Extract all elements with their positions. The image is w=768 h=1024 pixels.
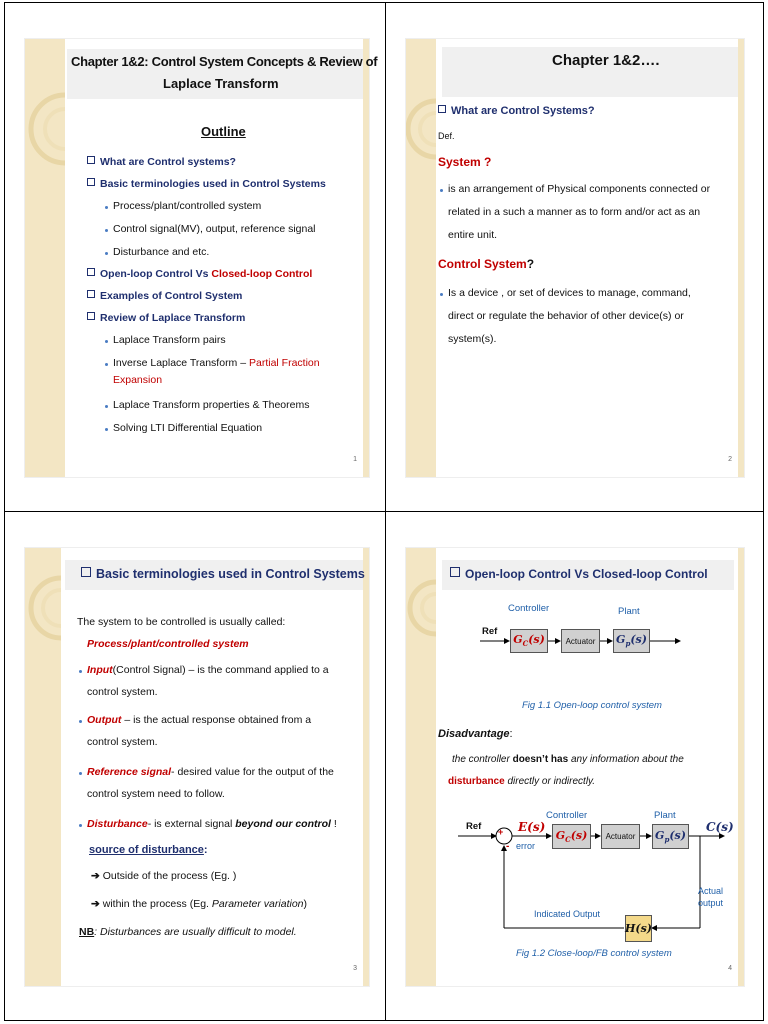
def-label: Def. — [438, 131, 455, 141]
cl-feedback-block: H(s) — [625, 915, 652, 942]
list-item: What are Control systems? — [87, 156, 236, 168]
page-number: 3 — [353, 965, 357, 972]
ol-actuator-block: Actuator — [561, 629, 600, 653]
question-heading: What are Control Systems? — [438, 105, 595, 117]
list-subitem-cont: Expansion — [113, 374, 163, 386]
disadvantage-text2: disturbance directly or indirectly. — [448, 776, 596, 787]
slide-decoration — [25, 548, 61, 986]
list-subitem: Laplace Transform properties & Theorems — [113, 399, 310, 411]
list-item: Review of Laplace Transform — [87, 312, 245, 324]
open-loop-diagram — [406, 548, 744, 986]
input-line: Input(Control Signal) – is the command applied to a — [87, 664, 329, 676]
ol-plant-block: $G_p(s)$ — [613, 629, 650, 653]
cl-indicated-label: Indicated Output — [534, 909, 601, 919]
slide-decoration — [25, 39, 65, 477]
system-def-line: related in a such a manner as to form and/or act as an — [448, 206, 701, 218]
list-subitem: Laplace Transform pairs — [113, 334, 226, 346]
cl-ref-label: Ref — [466, 821, 482, 832]
cl-plant-label: Plant — [654, 810, 676, 821]
nb-note: NB: Disturbances are usually difficult to model. — [79, 926, 297, 938]
disadvantage-heading: Disadvantage: — [438, 728, 513, 740]
list-subitem: Solving LTI Differential Equation — [113, 422, 263, 434]
cl-plus: + — [498, 827, 504, 837]
list-item: Examples of Control System — [87, 290, 242, 302]
page-cell-2 — [385, 2, 764, 512]
list-subitem: Control signal(MV), output, reference signal — [113, 223, 316, 235]
list-subitem: Inverse Laplace Transform – Partial Fraction — [113, 357, 320, 369]
output-line2: control system. — [87, 736, 158, 748]
page-cell-1 — [4, 2, 386, 512]
arrow-item: ➔ within the process (Eg. Parameter variation) — [91, 898, 307, 910]
cl-error-label: error — [516, 841, 536, 851]
page-number: 2 — [728, 456, 732, 463]
page-number: 4 — [728, 965, 732, 972]
cl-error-signal: E(s) — [518, 820, 546, 834]
list-item: Basic terminologies used in Control Systems — [87, 178, 326, 190]
disadvantage-text: the controller doesn’t has any information about the — [452, 754, 684, 765]
list-subitem: Process/plant/controlled system — [113, 200, 262, 212]
page-cell-4 — [385, 511, 764, 1021]
intro-text: The system to be controlled is usually called: — [77, 616, 286, 628]
cl-output-label: output — [698, 898, 724, 908]
list-item: Open-loop Control Vs Closed-loop Control — [87, 268, 312, 280]
process-text: Process/plant/controlled system — [87, 638, 249, 650]
system-heading: System ? — [438, 155, 492, 169]
reference-line: Reference signal- desired value for the output of the — [87, 766, 334, 778]
arrow-item: ➔ Outside of the process (Eg. ) — [91, 870, 237, 882]
cl-controller-block: $G_C(s)$ — [552, 824, 591, 849]
cs-def-line: Is a device , or set of devices to manage, command, — [448, 287, 691, 299]
cl-controller-label: Controller — [546, 810, 588, 821]
ol-plant-label: Plant — [618, 606, 640, 617]
slide-title: Basic terminologies used in Control Systems — [81, 567, 365, 581]
cl-caption: Fig 1.2 Close-loop/FB control system — [516, 948, 672, 959]
cl-plant-block: $G_p(s)$ — [652, 824, 689, 849]
input-line2: control system. — [87, 686, 158, 698]
slide-4 — [406, 548, 744, 986]
ol-caption: Fig 1.1 Open-loop control system — [522, 700, 662, 711]
page-cell-3 — [4, 511, 386, 1021]
source-heading: source of disturbance: — [89, 844, 208, 856]
system-def-line: entire unit. — [448, 229, 498, 241]
slide-title-line2: Laplace Transform — [163, 76, 279, 91]
cl-actual-label: Actual — [698, 886, 724, 896]
slide-3 — [25, 548, 369, 986]
output-line: Output – is the actual response obtained from a — [87, 714, 312, 726]
control-system-heading: Control System? — [438, 257, 535, 271]
slide-decoration — [406, 39, 436, 477]
ol-controller-label: Controller — [508, 603, 550, 614]
cl-output-signal: C(s) — [706, 820, 734, 834]
system-def-line: is an arrangement of Physical components connected or — [448, 183, 711, 195]
page-number: 1 — [353, 456, 357, 463]
ol-controller-block: $G_C(s)$ — [510, 629, 548, 653]
slide-title: Chapter 1&2…. — [552, 52, 660, 69]
cl-actuator-block: Actuator — [601, 824, 640, 849]
cl-minus: - — [506, 841, 510, 852]
outline-heading: Outline — [201, 124, 246, 139]
slide-1 — [25, 39, 378, 477]
slide-title: Open-loop Control Vs Closed-loop Control — [450, 567, 708, 581]
cs-def-line: system(s). — [448, 333, 497, 345]
list-subitem: Disturbance and etc. — [113, 246, 210, 258]
cs-def-line: direct or regulate the behavior of other device(s) or — [448, 310, 684, 322]
ol-ref-label: Ref — [482, 626, 498, 637]
slide-title: Chapter 1&2: Control System Concepts & Review of — [71, 54, 378, 69]
reference-line2: control system need to follow. — [87, 788, 225, 800]
disturbance-line: Disturbance- is external signal beyond our control ! — [87, 818, 337, 830]
slide-2 — [406, 39, 744, 477]
